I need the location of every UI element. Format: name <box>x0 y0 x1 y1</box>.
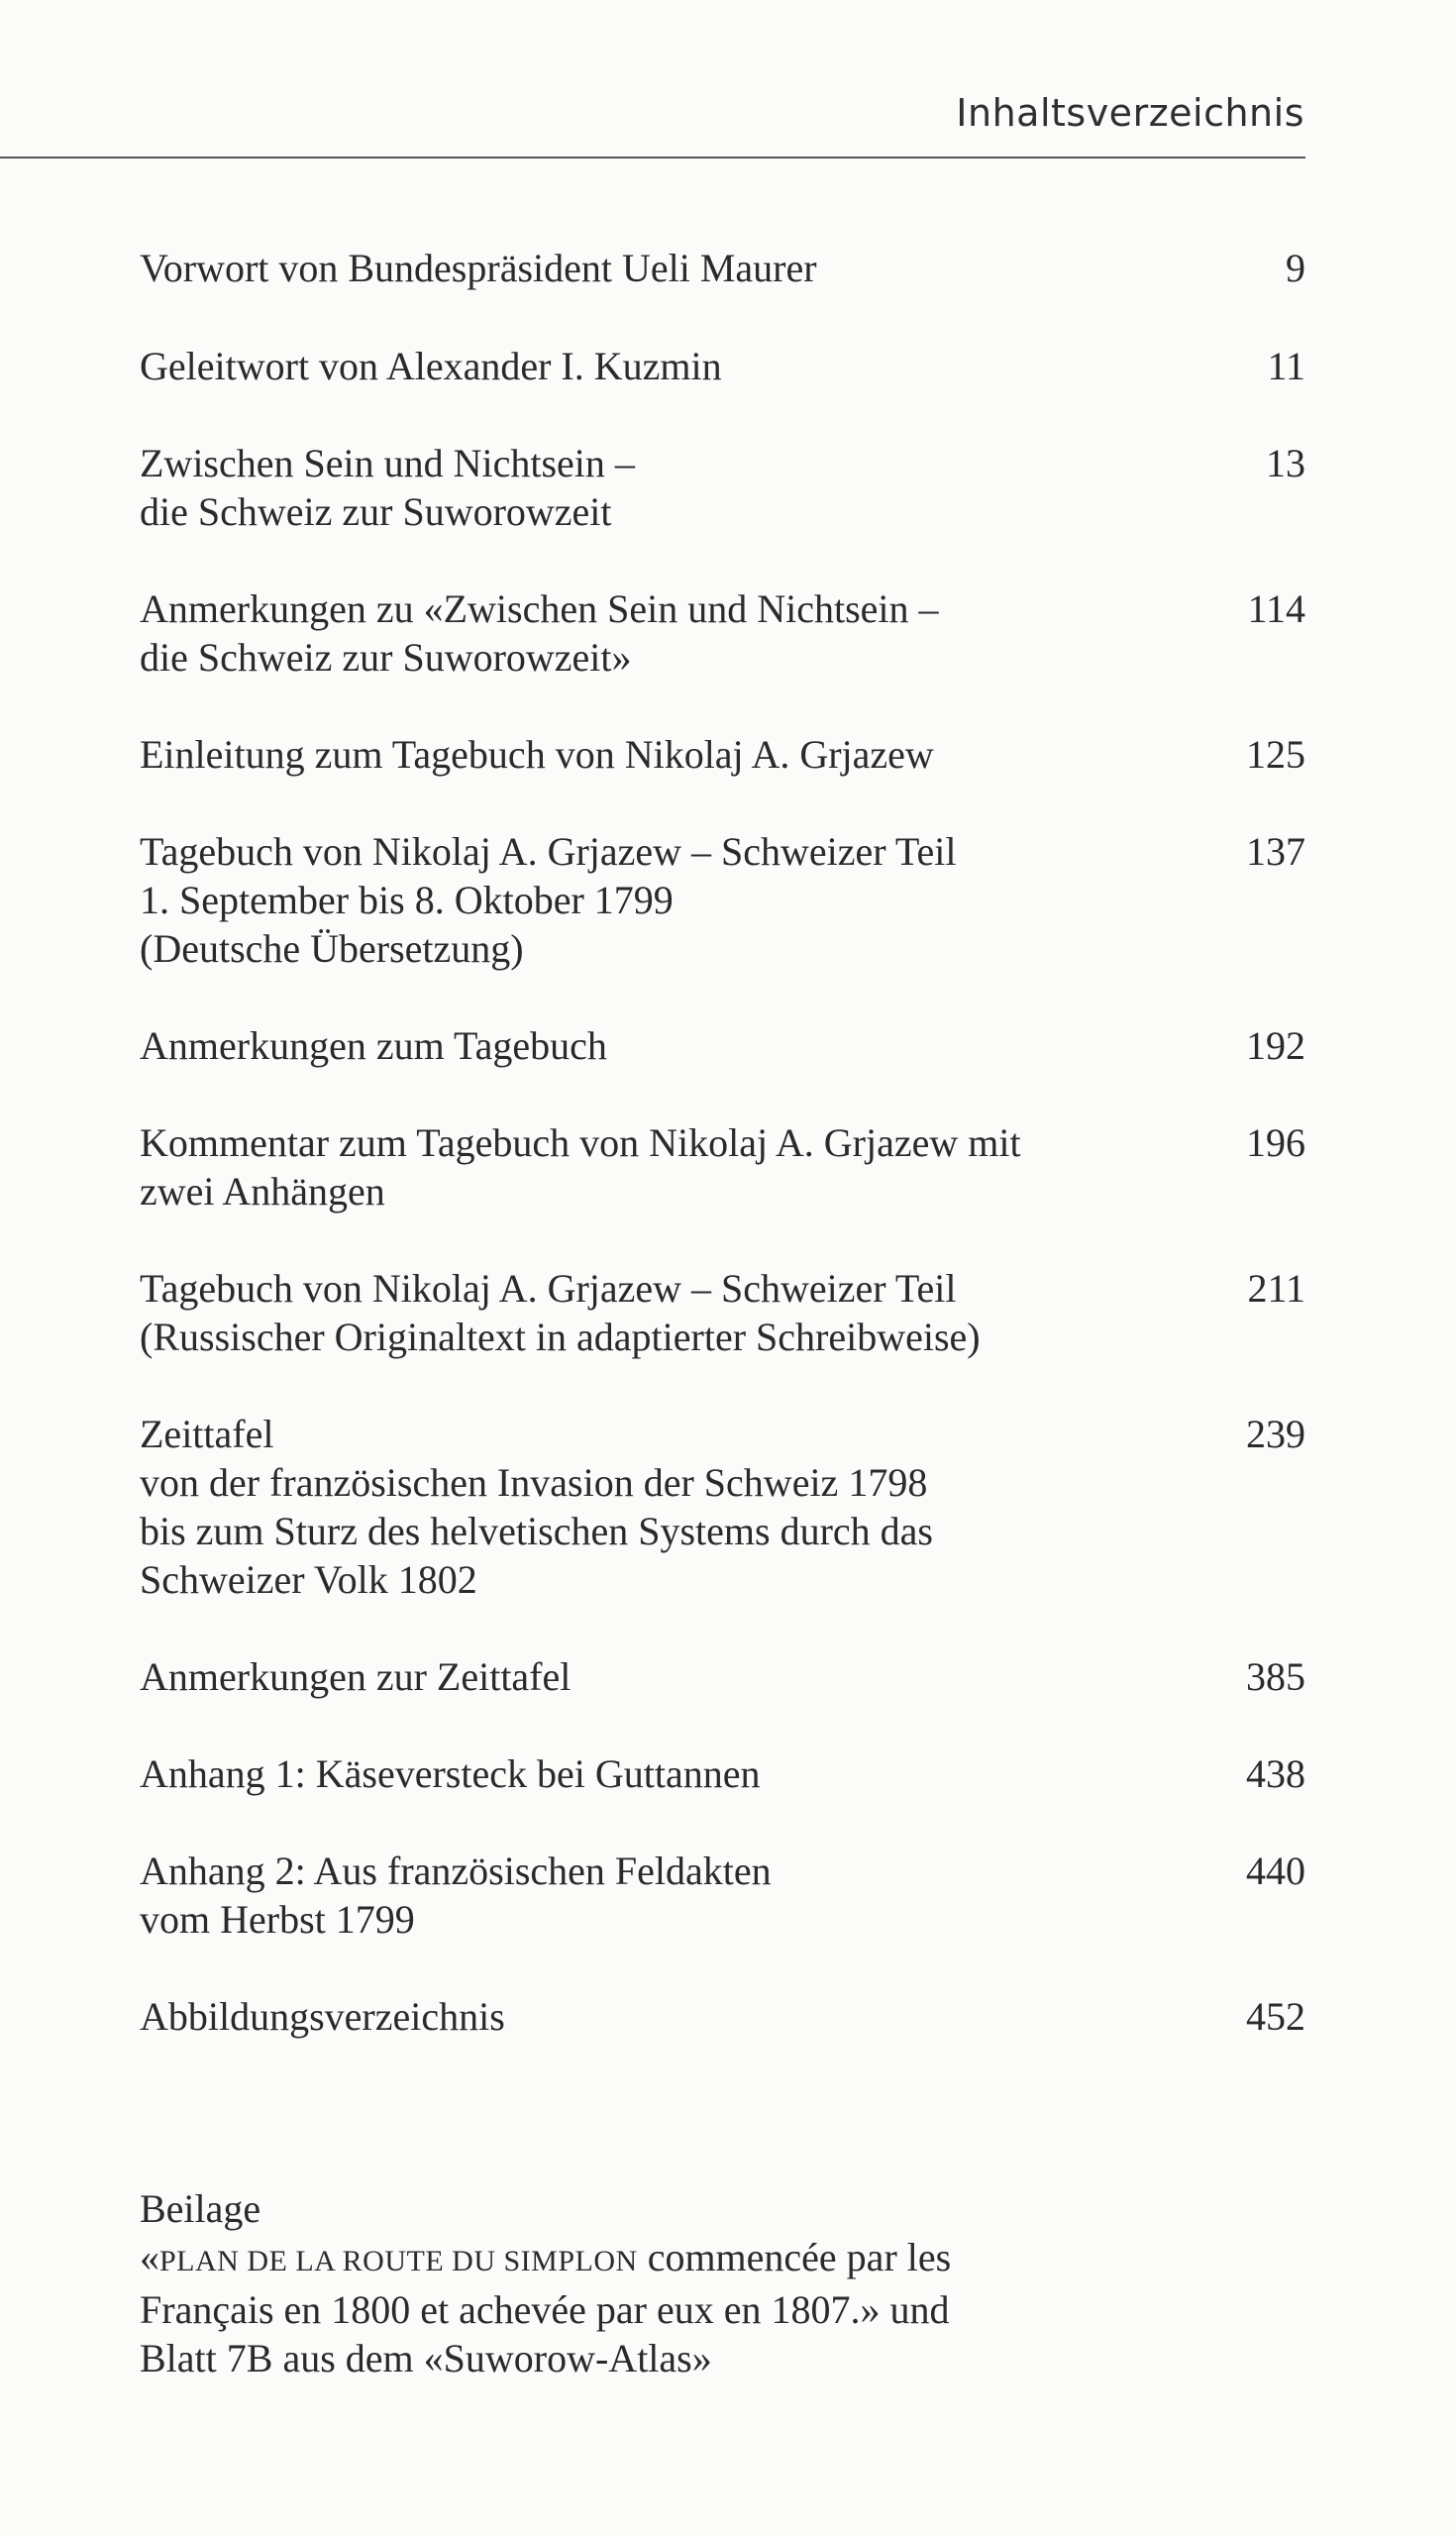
supplement-line: Français en 1800 et achevée par eux en 1807.» und <box>140 2287 950 2332</box>
toc-entry-page: 239 <box>1246 1412 1305 1456</box>
toc-entry-page: 137 <box>1246 829 1305 874</box>
toc-entry-page: 13 <box>1266 441 1305 485</box>
toc-entry <box>140 730 1305 779</box>
toc-entry-title: Anhang 1: Käseversteck bei Guttannen <box>140 1751 761 1796</box>
toc-entry-title: Anmerkungen zu «Zwischen Sein und Nichtsein – die Schweiz zur Suworowzeit» <box>140 586 939 680</box>
toc-entry <box>140 1847 1305 1944</box>
toc-entry <box>140 439 1305 536</box>
toc-entry-title: Zwischen Sein und Nichtsein – die Schweiz zur Suworowzeit <box>140 441 635 534</box>
toc-entry-title: Anmerkungen zur Zeittafel <box>140 1654 572 1699</box>
toc-entry-page: 125 <box>1246 732 1305 777</box>
toc-entry-title: Zeittafel von der französischen Invasion der Schweiz 1798 bis zum Sturz des helvetischen Systems durch das Schweizer Volk 1802 <box>140 1412 933 1602</box>
toc-entry-page: 440 <box>1246 1849 1305 1893</box>
toc-entry-title: Vorwort von Bundespräsident Ueli Maurer <box>140 246 817 290</box>
toc-entry-title: Abbildungsverzeichnis <box>140 1994 505 2039</box>
supplement-block <box>140 2184 1305 2382</box>
open-quote: « <box>140 2235 159 2279</box>
toc-entry-title: Kommentar zum Tagebuch von Nikolaj A. Grjazew mit zwei Anhängen <box>140 1120 1021 1214</box>
toc-entry <box>140 827 1305 973</box>
toc-entry <box>140 1652 1305 1701</box>
toc-entry-title: Anmerkungen zum Tagebuch <box>140 1023 607 1068</box>
toc-entry-page: 11 <box>1267 344 1305 388</box>
toc-entry-page: 114 <box>1247 586 1305 631</box>
toc-entry-title: Tagebuch von Nikolaj A. Grjazew – Schweizer Teil 1. September bis 8. Oktober 1799 (Deutsche Übersetzung) <box>140 829 957 971</box>
toc-entry-page: 211 <box>1247 1266 1305 1311</box>
supplement-heading: Beilage <box>140 2186 261 2231</box>
toc-entry-page: 452 <box>1246 1994 1305 2039</box>
toc-entry <box>140 1410 1305 1604</box>
header-rule <box>0 157 1305 158</box>
toc-entry-title: Geleitwort von Alexander I. Kuzmin <box>140 344 722 388</box>
toc-entry-page: 9 <box>1286 246 1305 290</box>
supplement-line-rest: commencée par les <box>637 2235 952 2279</box>
supplement-small-caps-title: PLAN DE LA ROUTE DU SIMPLON <box>159 2245 638 2277</box>
supplement-line: Blatt 7B aus dem «Suworow-Atlas» <box>140 2336 712 2380</box>
toc-entry <box>140 1021 1305 1070</box>
toc-entry-title: Tagebuch von Nikolaj A. Grjazew – Schweizer Teil (Russischer Originaltext in adaptierter Schreibweise) <box>140 1266 981 1359</box>
toc-entry-title: Anhang 2: Aus französischen Feldakten vom Herbst 1799 <box>140 1849 772 1942</box>
toc-entry-page: 438 <box>1246 1751 1305 1796</box>
toc-entry <box>140 1749 1305 1798</box>
toc-entry <box>140 244 1305 292</box>
toc-entry <box>140 342 1305 390</box>
toc-entry-page: 192 <box>1246 1023 1305 1068</box>
toc-entry <box>140 584 1305 682</box>
toc-entry <box>140 1118 1305 1215</box>
supplement-line <box>140 2233 1305 2285</box>
toc-entry-title: Einleitung zum Tagebuch von Nikolaj A. Grjazew <box>140 732 934 777</box>
toc-entry-page: 385 <box>1246 1654 1305 1699</box>
toc-entry <box>140 1992 1305 2041</box>
toc-entry <box>140 1264 1305 1361</box>
toc-entry-page: 196 <box>1246 1120 1305 1165</box>
running-head: Inhaltsverzeichnis <box>956 91 1304 135</box>
